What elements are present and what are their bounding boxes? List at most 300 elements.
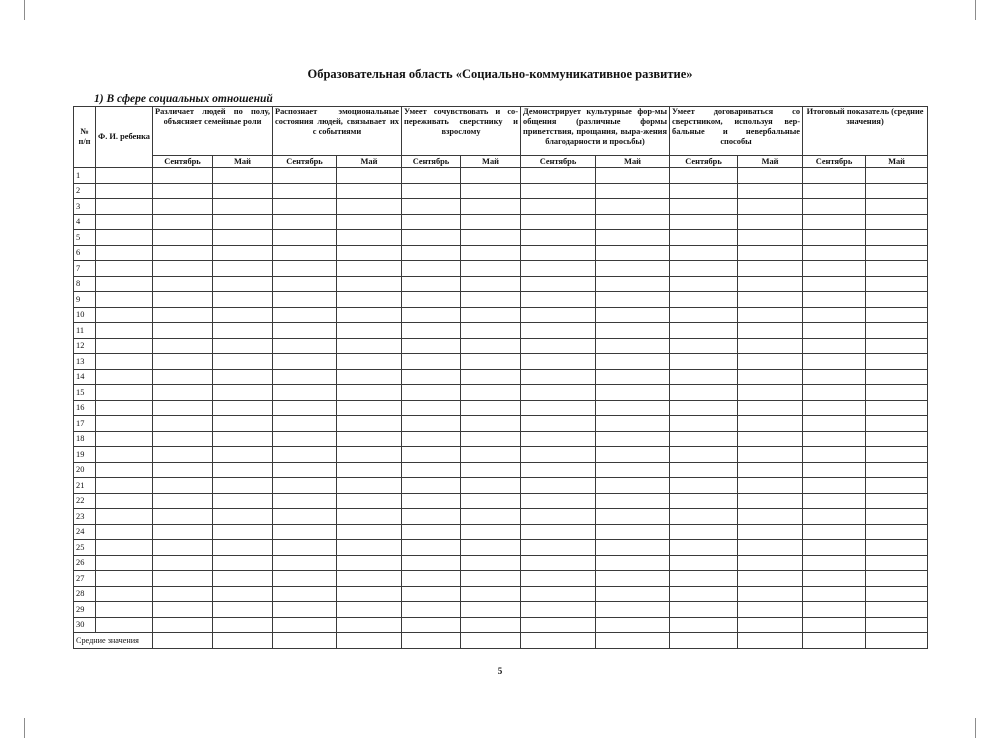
score-cell[interactable]: [866, 555, 928, 571]
score-cell[interactable]: [596, 462, 670, 478]
score-cell[interactable]: [521, 493, 596, 509]
score-cell[interactable]: [866, 261, 928, 277]
score-cell[interactable]: [273, 462, 337, 478]
score-cell[interactable]: [670, 416, 738, 432]
score-cell[interactable]: [596, 261, 670, 277]
score-cell[interactable]: [738, 555, 803, 571]
score-cell[interactable]: [803, 307, 866, 323]
score-cell[interactable]: [213, 199, 273, 215]
child-name-cell[interactable]: [96, 462, 153, 478]
score-cell[interactable]: [153, 509, 213, 525]
score-cell[interactable]: [738, 540, 803, 556]
score-cell[interactable]: [461, 230, 521, 246]
score-cell[interactable]: [402, 509, 461, 525]
score-cell[interactable]: [803, 431, 866, 447]
score-cell[interactable]: [866, 571, 928, 587]
child-name-cell[interactable]: [96, 307, 153, 323]
score-cell[interactable]: [866, 354, 928, 370]
score-cell[interactable]: [521, 586, 596, 602]
score-cell[interactable]: [866, 307, 928, 323]
average-cell[interactable]: [521, 633, 596, 649]
score-cell[interactable]: [670, 555, 738, 571]
score-cell[interactable]: [461, 276, 521, 292]
score-cell[interactable]: [803, 524, 866, 540]
score-cell[interactable]: [866, 617, 928, 633]
score-cell[interactable]: [273, 323, 337, 339]
score-cell[interactable]: [803, 555, 866, 571]
child-name-cell[interactable]: [96, 602, 153, 618]
score-cell[interactable]: [866, 276, 928, 292]
average-cell[interactable]: [738, 633, 803, 649]
score-cell[interactable]: [402, 493, 461, 509]
score-cell[interactable]: [461, 385, 521, 401]
score-cell[interactable]: [803, 617, 866, 633]
score-cell[interactable]: [153, 462, 213, 478]
score-cell[interactable]: [213, 493, 273, 509]
score-cell[interactable]: [521, 323, 596, 339]
score-cell[interactable]: [273, 230, 337, 246]
score-cell[interactable]: [461, 447, 521, 463]
score-cell[interactable]: [402, 571, 461, 587]
score-cell[interactable]: [402, 369, 461, 385]
score-cell[interactable]: [521, 385, 596, 401]
score-cell[interactable]: [670, 602, 738, 618]
child-name-cell[interactable]: [96, 323, 153, 339]
score-cell[interactable]: [738, 416, 803, 432]
score-cell[interactable]: [402, 276, 461, 292]
score-cell[interactable]: [596, 168, 670, 184]
child-name-cell[interactable]: [96, 214, 153, 230]
score-cell[interactable]: [402, 338, 461, 354]
score-cell[interactable]: [213, 571, 273, 587]
score-cell[interactable]: [337, 183, 402, 199]
score-cell[interactable]: [596, 323, 670, 339]
score-cell[interactable]: [596, 571, 670, 587]
score-cell[interactable]: [738, 431, 803, 447]
score-cell[interactable]: [153, 431, 213, 447]
score-cell[interactable]: [521, 292, 596, 308]
score-cell[interactable]: [803, 183, 866, 199]
score-cell[interactable]: [461, 617, 521, 633]
score-cell[interactable]: [803, 493, 866, 509]
score-cell[interactable]: [738, 276, 803, 292]
score-cell[interactable]: [402, 199, 461, 215]
score-cell[interactable]: [337, 571, 402, 587]
score-cell[interactable]: [521, 245, 596, 261]
child-name-cell[interactable]: [96, 524, 153, 540]
child-name-cell[interactable]: [96, 400, 153, 416]
score-cell[interactable]: [738, 199, 803, 215]
score-cell[interactable]: [461, 245, 521, 261]
score-cell[interactable]: [213, 307, 273, 323]
score-cell[interactable]: [596, 509, 670, 525]
score-cell[interactable]: [521, 555, 596, 571]
score-cell[interactable]: [213, 230, 273, 246]
score-cell[interactable]: [461, 261, 521, 277]
score-cell[interactable]: [596, 602, 670, 618]
score-cell[interactable]: [521, 400, 596, 416]
score-cell[interactable]: [521, 261, 596, 277]
score-cell[interactable]: [213, 447, 273, 463]
average-cell[interactable]: [461, 633, 521, 649]
score-cell[interactable]: [213, 385, 273, 401]
score-cell[interactable]: [738, 385, 803, 401]
score-cell[interactable]: [213, 292, 273, 308]
score-cell[interactable]: [670, 586, 738, 602]
score-cell[interactable]: [153, 292, 213, 308]
score-cell[interactable]: [273, 292, 337, 308]
score-cell[interactable]: [153, 354, 213, 370]
score-cell[interactable]: [213, 431, 273, 447]
score-cell[interactable]: [402, 261, 461, 277]
score-cell[interactable]: [402, 431, 461, 447]
child-name-cell[interactable]: [96, 385, 153, 401]
score-cell[interactable]: [803, 540, 866, 556]
score-cell[interactable]: [153, 168, 213, 184]
score-cell[interactable]: [670, 168, 738, 184]
score-cell[interactable]: [738, 292, 803, 308]
score-cell[interactable]: [213, 369, 273, 385]
score-cell[interactable]: [866, 385, 928, 401]
score-cell[interactable]: [866, 462, 928, 478]
score-cell[interactable]: [273, 586, 337, 602]
score-cell[interactable]: [273, 214, 337, 230]
score-cell[interactable]: [273, 617, 337, 633]
score-cell[interactable]: [670, 307, 738, 323]
score-cell[interactable]: [670, 245, 738, 261]
score-cell[interactable]: [738, 307, 803, 323]
child-name-cell[interactable]: [96, 540, 153, 556]
score-cell[interactable]: [273, 478, 337, 494]
score-cell[interactable]: [213, 602, 273, 618]
score-cell[interactable]: [866, 540, 928, 556]
score-cell[interactable]: [670, 478, 738, 494]
score-cell[interactable]: [738, 400, 803, 416]
score-cell[interactable]: [273, 369, 337, 385]
score-cell[interactable]: [803, 385, 866, 401]
score-cell[interactable]: [402, 555, 461, 571]
child-name-cell[interactable]: [96, 555, 153, 571]
child-name-cell[interactable]: [96, 493, 153, 509]
score-cell[interactable]: [337, 400, 402, 416]
score-cell[interactable]: [461, 168, 521, 184]
score-cell[interactable]: [337, 617, 402, 633]
score-cell[interactable]: [337, 524, 402, 540]
score-cell[interactable]: [521, 462, 596, 478]
score-cell[interactable]: [738, 493, 803, 509]
score-cell[interactable]: [461, 478, 521, 494]
average-cell[interactable]: [866, 633, 928, 649]
score-cell[interactable]: [337, 369, 402, 385]
score-cell[interactable]: [213, 540, 273, 556]
score-cell[interactable]: [273, 493, 337, 509]
score-cell[interactable]: [273, 540, 337, 556]
score-cell[interactable]: [521, 416, 596, 432]
score-cell[interactable]: [213, 617, 273, 633]
score-cell[interactable]: [153, 416, 213, 432]
score-cell[interactable]: [738, 323, 803, 339]
score-cell[interactable]: [866, 245, 928, 261]
score-cell[interactable]: [461, 199, 521, 215]
score-cell[interactable]: [670, 524, 738, 540]
score-cell[interactable]: [596, 524, 670, 540]
score-cell[interactable]: [738, 571, 803, 587]
score-cell[interactable]: [273, 338, 337, 354]
score-cell[interactable]: [273, 416, 337, 432]
average-cell[interactable]: [670, 633, 738, 649]
score-cell[interactable]: [866, 338, 928, 354]
score-cell[interactable]: [738, 586, 803, 602]
score-cell[interactable]: [596, 617, 670, 633]
score-cell[interactable]: [866, 586, 928, 602]
score-cell[interactable]: [273, 524, 337, 540]
score-cell[interactable]: [213, 354, 273, 370]
average-cell[interactable]: [273, 633, 337, 649]
score-cell[interactable]: [738, 462, 803, 478]
score-cell[interactable]: [337, 478, 402, 494]
score-cell[interactable]: [596, 540, 670, 556]
score-cell[interactable]: [337, 230, 402, 246]
score-cell[interactable]: [153, 400, 213, 416]
score-cell[interactable]: [596, 369, 670, 385]
score-cell[interactable]: [670, 617, 738, 633]
child-name-cell[interactable]: [96, 431, 153, 447]
score-cell[interactable]: [738, 245, 803, 261]
score-cell[interactable]: [337, 307, 402, 323]
score-cell[interactable]: [273, 509, 337, 525]
score-cell[interactable]: [402, 462, 461, 478]
score-cell[interactable]: [521, 509, 596, 525]
score-cell[interactable]: [596, 292, 670, 308]
score-cell[interactable]: [521, 431, 596, 447]
score-cell[interactable]: [521, 338, 596, 354]
score-cell[interactable]: [670, 385, 738, 401]
score-cell[interactable]: [803, 261, 866, 277]
child-name-cell[interactable]: [96, 230, 153, 246]
child-name-cell[interactable]: [96, 509, 153, 525]
score-cell[interactable]: [461, 323, 521, 339]
score-cell[interactable]: [670, 292, 738, 308]
score-cell[interactable]: [670, 540, 738, 556]
score-cell[interactable]: [153, 602, 213, 618]
score-cell[interactable]: [337, 462, 402, 478]
score-cell[interactable]: [153, 447, 213, 463]
score-cell[interactable]: [461, 540, 521, 556]
score-cell[interactable]: [738, 168, 803, 184]
score-cell[interactable]: [402, 416, 461, 432]
score-cell[interactable]: [738, 354, 803, 370]
score-cell[interactable]: [803, 245, 866, 261]
score-cell[interactable]: [866, 431, 928, 447]
score-cell[interactable]: [402, 617, 461, 633]
score-cell[interactable]: [337, 214, 402, 230]
score-cell[interactable]: [402, 385, 461, 401]
score-cell[interactable]: [670, 261, 738, 277]
score-cell[interactable]: [153, 261, 213, 277]
score-cell[interactable]: [738, 230, 803, 246]
score-cell[interactable]: [803, 276, 866, 292]
score-cell[interactable]: [803, 416, 866, 432]
score-cell[interactable]: [738, 617, 803, 633]
score-cell[interactable]: [461, 338, 521, 354]
score-cell[interactable]: [273, 307, 337, 323]
score-cell[interactable]: [337, 602, 402, 618]
score-cell[interactable]: [213, 245, 273, 261]
average-cell[interactable]: [153, 633, 213, 649]
score-cell[interactable]: [337, 354, 402, 370]
score-cell[interactable]: [596, 230, 670, 246]
score-cell[interactable]: [273, 385, 337, 401]
score-cell[interactable]: [402, 602, 461, 618]
score-cell[interactable]: [738, 509, 803, 525]
score-cell[interactable]: [337, 261, 402, 277]
score-cell[interactable]: [738, 447, 803, 463]
score-cell[interactable]: [521, 354, 596, 370]
score-cell[interactable]: [803, 462, 866, 478]
score-cell[interactable]: [153, 586, 213, 602]
score-cell[interactable]: [866, 323, 928, 339]
score-cell[interactable]: [866, 493, 928, 509]
score-cell[interactable]: [521, 276, 596, 292]
score-cell[interactable]: [670, 462, 738, 478]
score-cell[interactable]: [596, 199, 670, 215]
score-cell[interactable]: [461, 400, 521, 416]
score-cell[interactable]: [521, 540, 596, 556]
score-cell[interactable]: [521, 571, 596, 587]
score-cell[interactable]: [803, 354, 866, 370]
score-cell[interactable]: [670, 493, 738, 509]
score-cell[interactable]: [273, 571, 337, 587]
score-cell[interactable]: [273, 245, 337, 261]
score-cell[interactable]: [521, 369, 596, 385]
score-cell[interactable]: [153, 524, 213, 540]
score-cell[interactable]: [866, 447, 928, 463]
score-cell[interactable]: [337, 540, 402, 556]
score-cell[interactable]: [866, 230, 928, 246]
score-cell[interactable]: [402, 230, 461, 246]
score-cell[interactable]: [213, 338, 273, 354]
score-cell[interactable]: [803, 509, 866, 525]
score-cell[interactable]: [596, 447, 670, 463]
score-cell[interactable]: [738, 602, 803, 618]
child-name-cell[interactable]: [96, 199, 153, 215]
child-name-cell[interactable]: [96, 276, 153, 292]
score-cell[interactable]: [521, 478, 596, 494]
score-cell[interactable]: [273, 555, 337, 571]
score-cell[interactable]: [866, 292, 928, 308]
score-cell[interactable]: [402, 447, 461, 463]
score-cell[interactable]: [153, 571, 213, 587]
score-cell[interactable]: [213, 478, 273, 494]
score-cell[interactable]: [153, 245, 213, 261]
score-cell[interactable]: [670, 400, 738, 416]
score-cell[interactable]: [153, 276, 213, 292]
score-cell[interactable]: [461, 462, 521, 478]
score-cell[interactable]: [670, 323, 738, 339]
score-cell[interactable]: [461, 214, 521, 230]
score-cell[interactable]: [337, 276, 402, 292]
score-cell[interactable]: [596, 354, 670, 370]
score-cell[interactable]: [670, 431, 738, 447]
score-cell[interactable]: [461, 354, 521, 370]
score-cell[interactable]: [596, 385, 670, 401]
score-cell[interactable]: [337, 416, 402, 432]
score-cell[interactable]: [153, 338, 213, 354]
score-cell[interactable]: [803, 168, 866, 184]
score-cell[interactable]: [337, 447, 402, 463]
score-cell[interactable]: [803, 230, 866, 246]
score-cell[interactable]: [213, 276, 273, 292]
score-cell[interactable]: [213, 509, 273, 525]
average-cell[interactable]: [337, 633, 402, 649]
score-cell[interactable]: [670, 571, 738, 587]
score-cell[interactable]: [803, 571, 866, 587]
score-cell[interactable]: [521, 168, 596, 184]
score-cell[interactable]: [670, 447, 738, 463]
score-cell[interactable]: [866, 524, 928, 540]
score-cell[interactable]: [521, 602, 596, 618]
score-cell[interactable]: [461, 524, 521, 540]
score-cell[interactable]: [670, 354, 738, 370]
score-cell[interactable]: [337, 555, 402, 571]
score-cell[interactable]: [670, 214, 738, 230]
score-cell[interactable]: [461, 602, 521, 618]
score-cell[interactable]: [866, 400, 928, 416]
score-cell[interactable]: [596, 245, 670, 261]
score-cell[interactable]: [213, 183, 273, 199]
score-cell[interactable]: [521, 524, 596, 540]
score-cell[interactable]: [461, 292, 521, 308]
score-cell[interactable]: [461, 369, 521, 385]
score-cell[interactable]: [461, 493, 521, 509]
child-name-cell[interactable]: [96, 292, 153, 308]
child-name-cell[interactable]: [96, 369, 153, 385]
score-cell[interactable]: [670, 338, 738, 354]
child-name-cell[interactable]: [96, 168, 153, 184]
score-cell[interactable]: [461, 307, 521, 323]
score-cell[interactable]: [153, 617, 213, 633]
score-cell[interactable]: [803, 447, 866, 463]
child-name-cell[interactable]: [96, 183, 153, 199]
score-cell[interactable]: [213, 555, 273, 571]
score-cell[interactable]: [670, 369, 738, 385]
score-cell[interactable]: [153, 478, 213, 494]
score-cell[interactable]: [596, 478, 670, 494]
child-name-cell[interactable]: [96, 261, 153, 277]
score-cell[interactable]: [866, 602, 928, 618]
score-cell[interactable]: [803, 199, 866, 215]
score-cell[interactable]: [153, 214, 213, 230]
score-cell[interactable]: [866, 168, 928, 184]
score-cell[interactable]: [153, 230, 213, 246]
score-cell[interactable]: [273, 183, 337, 199]
score-cell[interactable]: [213, 323, 273, 339]
score-cell[interactable]: [803, 478, 866, 494]
score-cell[interactable]: [596, 214, 670, 230]
score-cell[interactable]: [596, 586, 670, 602]
score-cell[interactable]: [521, 307, 596, 323]
score-cell[interactable]: [273, 261, 337, 277]
child-name-cell[interactable]: [96, 338, 153, 354]
score-cell[interactable]: [153, 307, 213, 323]
score-cell[interactable]: [596, 416, 670, 432]
score-cell[interactable]: [596, 183, 670, 199]
score-cell[interactable]: [596, 307, 670, 323]
score-cell[interactable]: [670, 199, 738, 215]
score-cell[interactable]: [337, 168, 402, 184]
score-cell[interactable]: [337, 385, 402, 401]
score-cell[interactable]: [596, 431, 670, 447]
